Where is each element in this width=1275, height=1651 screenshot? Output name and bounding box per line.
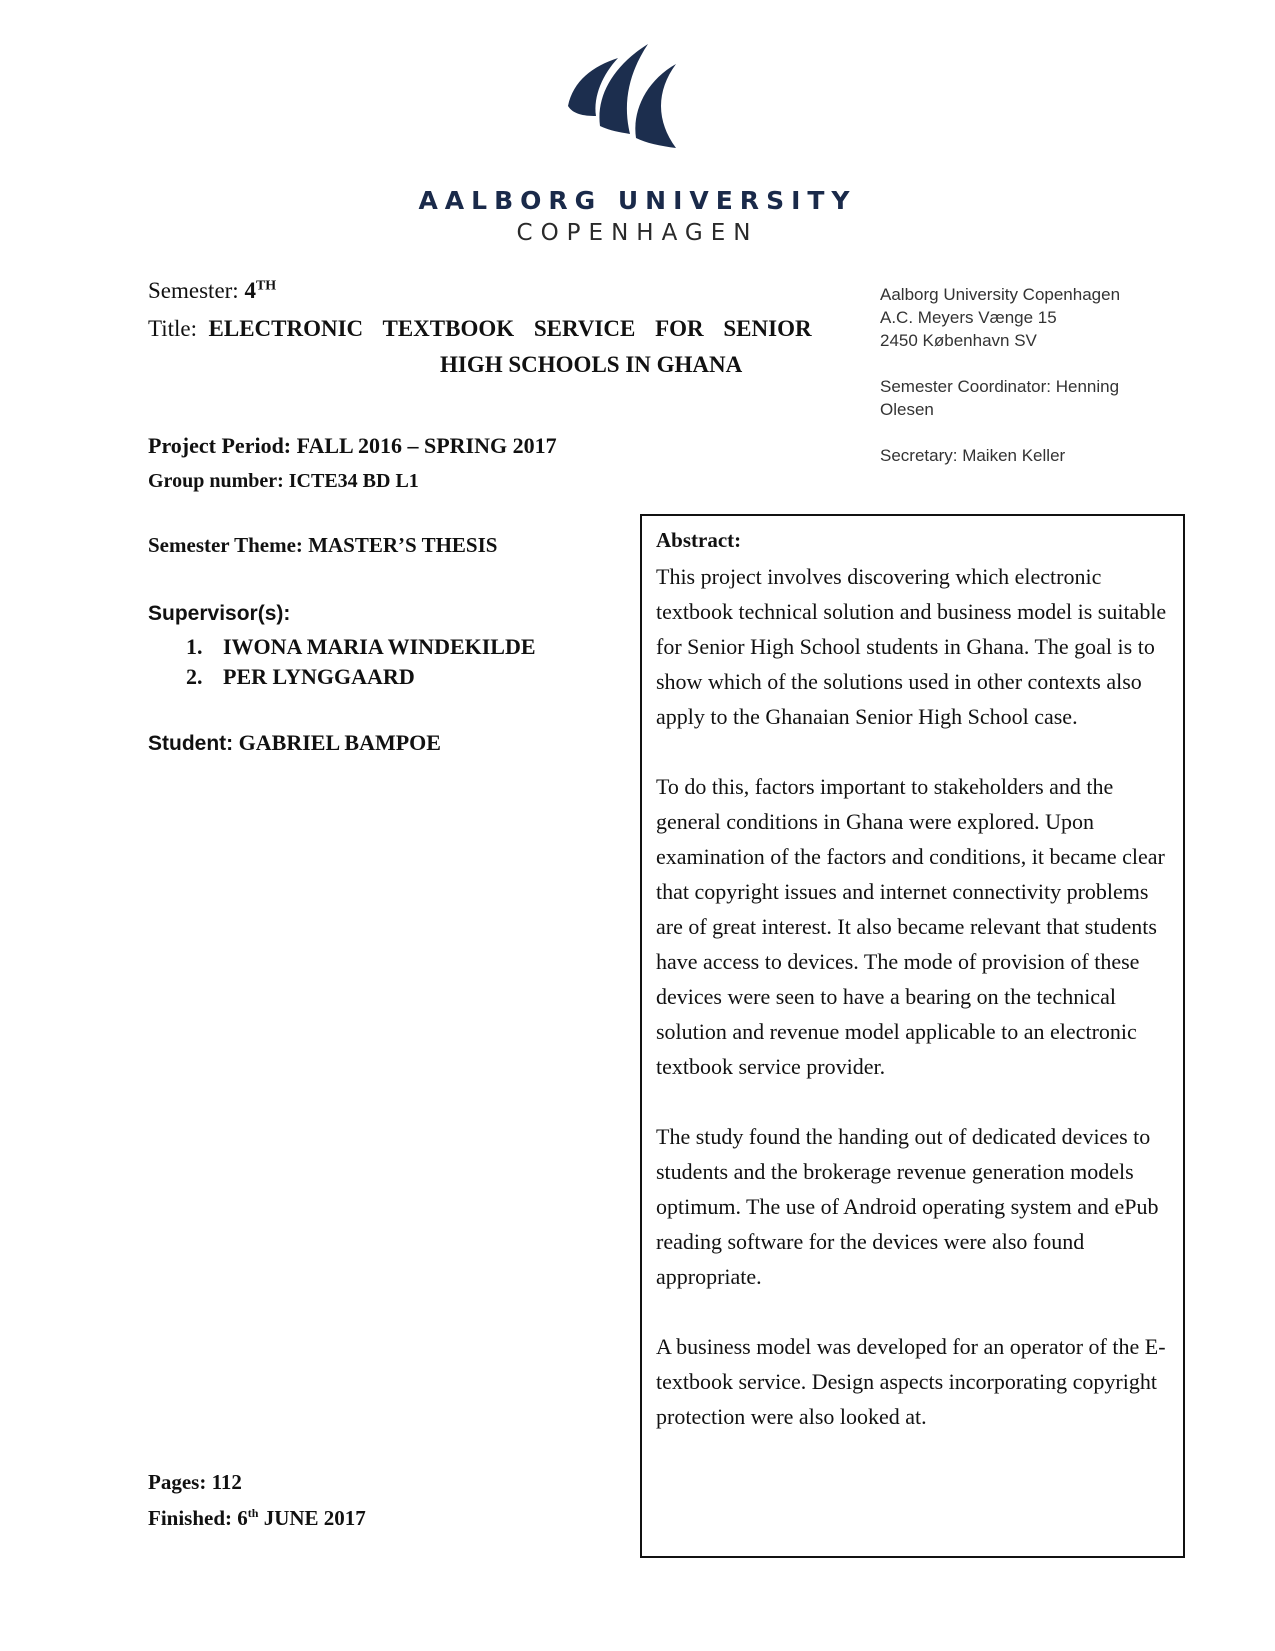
abstract-body <box>656 559 1176 1434</box>
coordinator-line: Olesen <box>880 400 934 419</box>
finished-label: Finished: <box>148 1506 233 1530</box>
supervisor-number: 1. <box>186 634 203 659</box>
group-number <box>148 470 419 493</box>
supervisor-item <box>186 632 536 662</box>
supervisor-name: IWONA MARIA WINDEKILDE <box>223 634 536 659</box>
logo-wave-3 <box>635 64 676 148</box>
supervisor-number: 2. <box>186 664 203 689</box>
address-line: Aalborg University Copenhagen <box>880 285 1121 304</box>
abstract-paragraph: To do this, factors important to stakeholders and the general conditions in Ghana were explored. Upon examination of the factors and conditions, it became clear that copyright issues and internet connectivity problems are of great interest. It also became relevant that students have access to devices. The mode of provision of these devices were seen to have a bearing on the technical solution and revenue model applicable to an electronic textbook service provider. <box>656 774 1165 1079</box>
semester-line <box>148 278 276 304</box>
finished-day: 6 <box>237 1506 248 1530</box>
abstract-paragraph: This project involves discovering which electronic textbook technical solution and business model is suitable for Senior High School students in Ghana. The goal is to show which of the solutions used in other contexts also apply to the Ghanaian Senior High School case. <box>656 564 1167 729</box>
pages-value: 112 <box>211 1470 242 1494</box>
semester-theme-value: MASTER’S THESIS <box>308 533 498 557</box>
address-line: A.C. Meyers Vænge 15 <box>880 308 1057 327</box>
semester-label: Semester: <box>148 278 239 303</box>
abstract-title: Abstract: <box>656 528 742 552</box>
secretary-line: Secretary: Maiken Keller <box>880 446 1066 465</box>
group-number-label: Group number: <box>148 470 284 492</box>
title-text-line2: HIGH SCHOOLS IN GHANA <box>440 352 743 377</box>
supervisor-item <box>186 662 536 692</box>
title-text-line1: ELECTRONIC TEXTBOOK SERVICE FOR SENIOR <box>208 316 812 341</box>
student-label: Student: <box>148 732 234 755</box>
title-line <box>148 316 848 342</box>
university-name: AALBORG UNIVERSITY <box>418 186 857 215</box>
finished-day-suffix: th <box>247 1506 259 1520</box>
university-campus: COPENHAGEN <box>516 220 759 246</box>
supervisors-heading: Supervisor(s): <box>148 602 291 625</box>
supervisors-list <box>186 632 536 692</box>
finished-date: JUNE 2017 <box>263 1506 366 1530</box>
project-period-label: Project Period: <box>148 433 292 458</box>
aalborg-university-logo <box>548 36 698 156</box>
semester-theme <box>148 533 497 558</box>
student-name: GABRIEL BAMPOE <box>238 730 441 755</box>
address-line: 2450 København SV <box>880 331 1037 350</box>
semester-theme-label: Semester Theme: <box>148 533 303 557</box>
group-number-value: ICTE34 BD L1 <box>288 470 419 492</box>
title-label: Title: <box>148 316 198 341</box>
semester-suffix: TH <box>255 278 277 294</box>
address-block <box>880 283 1210 467</box>
project-period-value: FALL 2016 – SPRING 2017 <box>296 433 557 458</box>
abstract-paragraph: The study found the handing out of dedicated devices to students and the brokerage revenue generation models optimum. The use of Android operating system and ePub reading software for the devices were also found appropriate. <box>656 1124 1159 1289</box>
supervisor-name: PER LYNGGAARD <box>223 664 415 689</box>
finished-line <box>148 1506 366 1531</box>
coordinator-line: Semester Coordinator: Henning <box>880 377 1120 396</box>
student-line <box>148 730 441 756</box>
project-period <box>148 433 557 459</box>
abstract-paragraph: A business model was developed for an operator of the E-textbook service. Design aspects incorporating copyright protection were also looked at. <box>656 1334 1166 1429</box>
semester-value: 4 <box>244 278 256 303</box>
pages-line <box>148 1470 242 1495</box>
pages-label: Pages: <box>148 1470 207 1494</box>
